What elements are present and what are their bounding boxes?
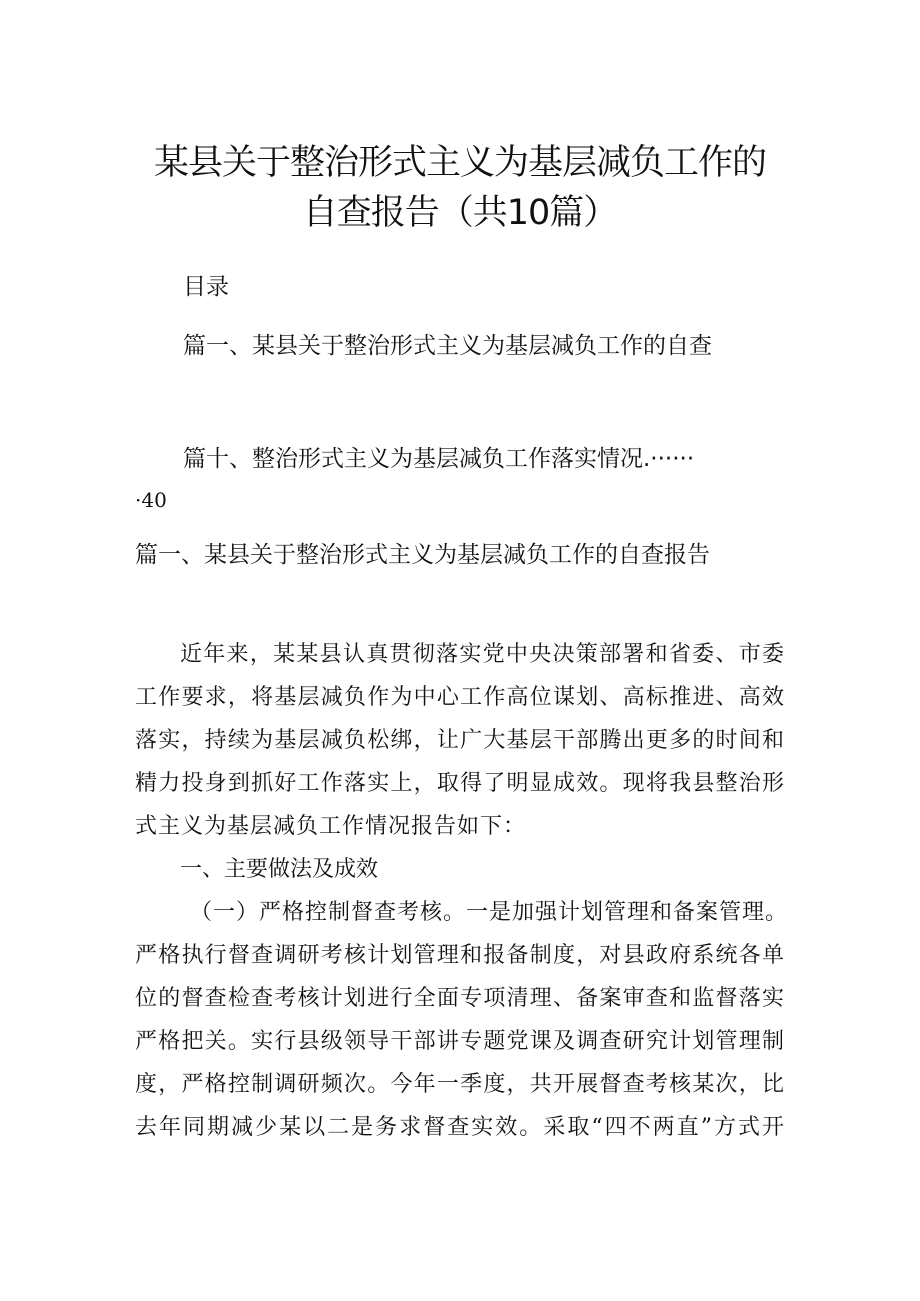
paragraph-2-line-4: 严格把关。实行县级领导干部讲专题党课及调查研究计划管理制 [135, 1029, 785, 1054]
toc-item-10: 篇十、整治形式主义为基层减负工作落实情况.······ [183, 446, 695, 472]
toc-item-1: 篇一、某县关于整治形式主义为基层减负工作的自查 [183, 333, 712, 359]
section-title: 篇一、某县关于整治形式主义为基层减负工作的自查报告 [135, 542, 710, 568]
paragraph-2-line-3: 位的督查检查考核计划进行全面专项清理、备案审查和监督落实 [135, 986, 785, 1011]
paragraph-1-line-5: 式主义为基层减负工作情况报告如下： [135, 814, 527, 839]
paragraph-2-line-6: 去年同期减少某以二是务求督查实效。采取“四不两直”方式开 [135, 1115, 785, 1140]
subheading-main-practices: 一、主要做法及成效 [180, 857, 379, 882]
document-title-line-1: 某县关于整治形式主义为基层减负工作的 [153, 143, 766, 183]
toc-item-10-page-number: ·40 [135, 488, 167, 512]
paragraph-2-line-2: 严格执行督查调研考核计划管理和报备制度，对县政府系统各单 [135, 943, 785, 968]
paragraph-1-line-3: 落实，持续为基层减负松绑，让广大基层干部腾出更多的时间和 [135, 728, 785, 753]
toc-heading: 目录 [183, 274, 229, 300]
paragraph-1-line-4: 精力投身到抓好工作落实上，取得了明显成效。现将我县整治形 [135, 771, 785, 796]
paragraph-1-line-2: 工作要求，将基层减负作为中心工作高位谋划、高标推进、高效 [135, 685, 785, 710]
paragraph-1-line-1: 近年来，某某县认真贯彻落实党中央决策部署和省委、市委 [180, 642, 785, 667]
paragraph-2-line-5: 度，严格控制调研频次。今年一季度，共开展督查考核某次，比 [135, 1072, 785, 1097]
document-title-line-2: 自查报告（共10篇） [302, 193, 618, 233]
paragraph-2-line-1: （一）严格控制督查考核。一是加强计划管理和备案管理。 [190, 900, 789, 925]
